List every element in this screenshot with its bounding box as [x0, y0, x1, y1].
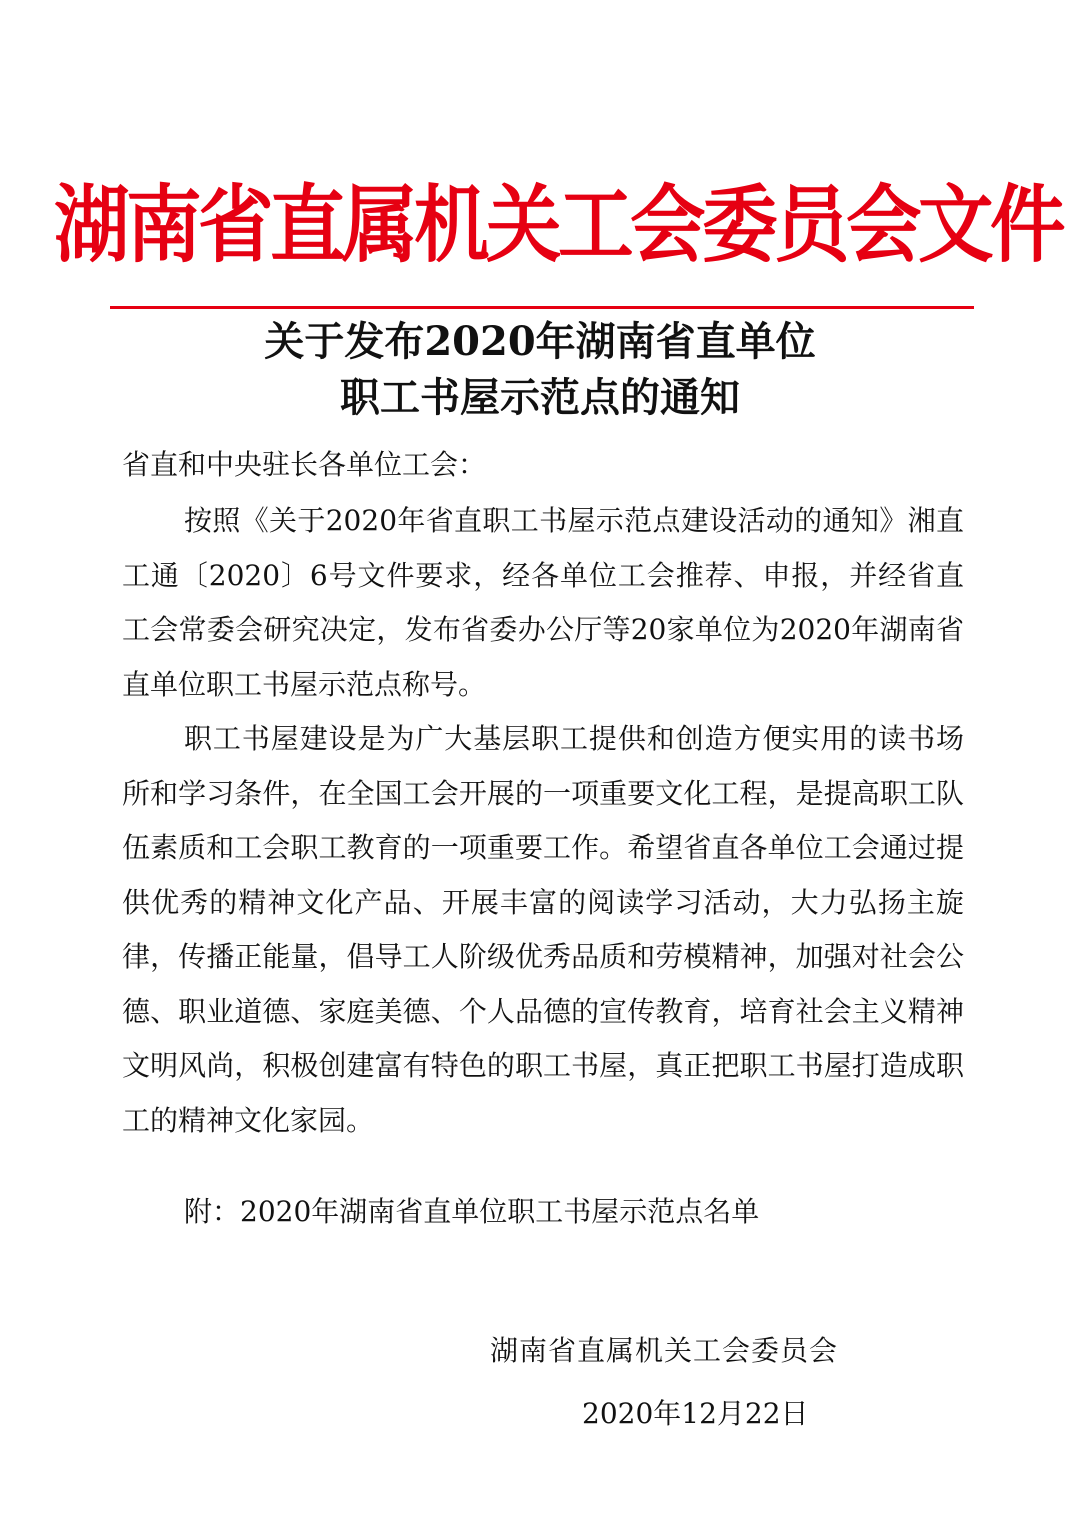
- body-paragraph-1: 按照《关于2020年省直职工书屋示范点建设活动的通知》湘直工通〔2020〕6号文件要求，经各单位工会推荐、申报，并经省直工会常委会研究决定，发布省委办公厅等20家单位为2020年湖南省直单位职工书屋示范点称号。: [122, 504, 964, 701]
- signature-organization: 湖南省直属机关工会委员会: [490, 1334, 839, 1367]
- signature-date: 2020年12月22日: [582, 1397, 809, 1430]
- salutation: 省直和中央驻长各单位工会：: [122, 448, 487, 481]
- notice-title-line-1: 关于发布2020年湖南省直单位: [264, 318, 816, 365]
- notice-title-line-2: 职工书屋示范点的通知: [340, 374, 740, 421]
- header-red-divider: [110, 306, 974, 309]
- body-paragraph-2: 职工书屋建设是为广大基层职工提供和创造方便实用的读书场所和学习条件，在全国工会开展的一项重要文化工程，是提高职工队伍素质和工会职工教育的一项重要工作。希望省直各单位工会通过提供优秀的精神文化产品、开展丰富的阅读学习活动，大力弘扬主旋律，传播正能量，倡导工人阶级优秀品质和劳模精神，加强对社会公德、职业道德、家庭美德、个人品德的宣传教育，培育社会主义精神文明风尚，积极创建富有特色的职工书屋，真正把职工书屋打造成职工的精神文化家园。: [122, 722, 964, 1137]
- document-header-title: 湖南省直属机关工会委员会文件: [54, 175, 1063, 274]
- attachment-note: 附：2020年湖南省直单位职工书屋示范点名单: [184, 1195, 760, 1228]
